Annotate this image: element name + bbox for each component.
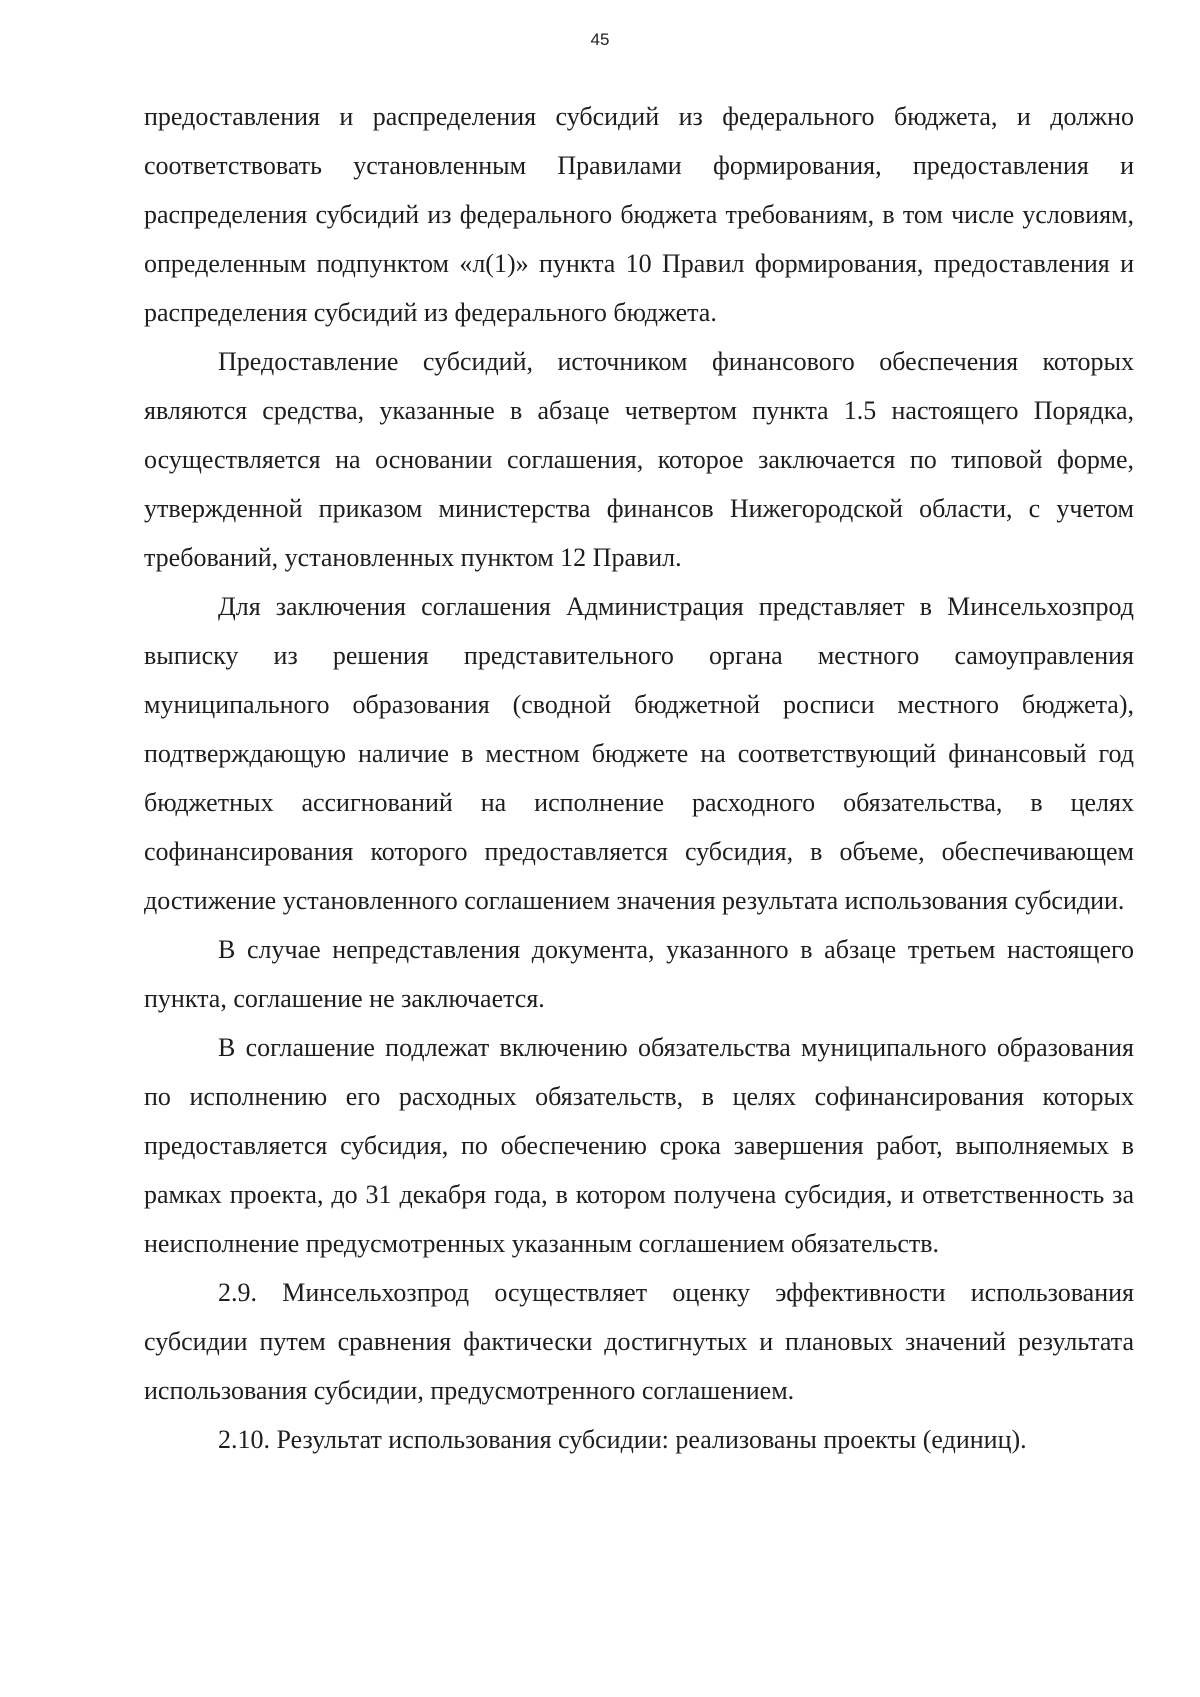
document-body — [144, 92, 1134, 1464]
paragraph-subsidy-provision: Предоставление субсидий, источником финансового обеспечения которых являются средства, указанные в абзаце четвертом пункта 1.5 настоящего Порядка, осуществляется на основании соглашения, которое заключается по типовой форме, утвержденной приказом министерства финансов Нижегородской области, с учетом требований, установленных пунктом 12 Правил. — [144, 347, 1134, 572]
paragraph-agreement-obligations: В соглашение подлежат включению обязательства муниципального образования по исполнению его расходных обязательств, в целях софинансирования которых предоставляется субсидия, по обеспечению срока завершения работ, выполняемых в рамках проекта, до 31 декабря года, в котором получена субсидия, и ответственность за неисполнение предусмотренных указанным соглашением обязательств. — [144, 1033, 1134, 1258]
page-number: 45 — [590, 30, 610, 49]
paragraph-non-submission: В случае непредставления документа, указанного в абзаце третьем настоящего пункта, соглашение не заключается. — [144, 935, 1134, 1013]
paragraph-2-9-evaluation: 2.9. Минсельхозпрод осуществляет оценку эффективности использования субсидии путем сравнения фактически достигнутых и плановых значений результата использования субсидии, предусмотренного соглашением. — [144, 1278, 1134, 1405]
paragraph-agreement-documents: Для заключения соглашения Администрация представляет в Минсельхозпрод выписку из решения представительного органа местного самоуправления муниципального образования (сводной бюджетной росписи местного бюджета), подтверждающую наличие в местном бюджете на соответствующий финансовый год бюджетных ассигнований на исполнение расходного обязательства, в целях софинансирования которого предоставляется субсидия, в объеме, обеспечивающем достижение установленного соглашением значения результата использования субсидии. — [144, 592, 1134, 915]
paragraph-continuation: предоставления и распределения субсидий из федерального бюджета, и должно соответствовать установленным Правилами формирования, предоставления и распределения субсидий из федерального бюджета требованиям, в том числе условиям, определенным подпунктом «л(1)» пункта 10 Правил формирования, предоставления и распределения субсидий из федерального бюджета. — [144, 102, 1134, 327]
paragraph-2-10-result: 2.10. Результат использования субсидии: реализованы проекты (единиц). — [218, 1425, 1027, 1454]
